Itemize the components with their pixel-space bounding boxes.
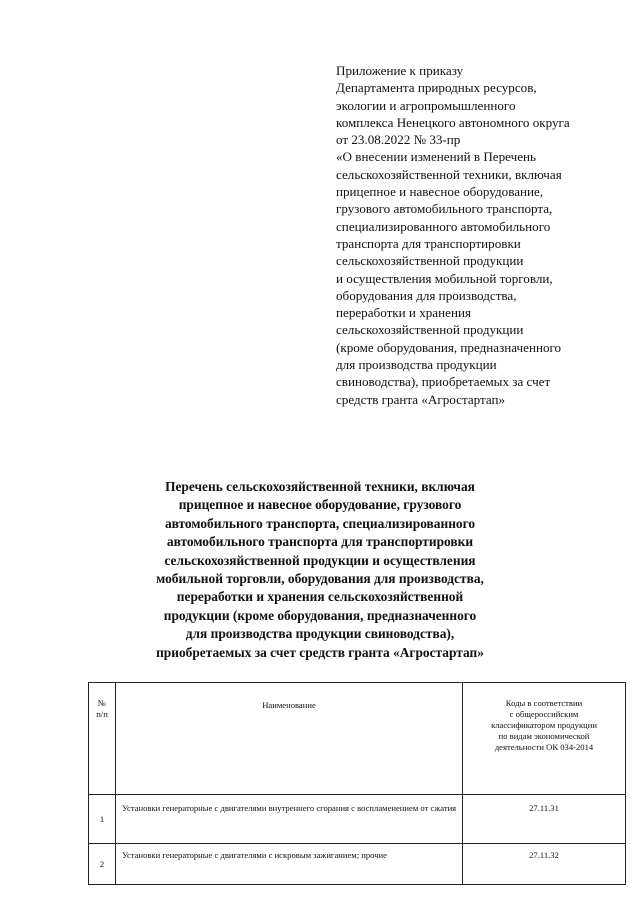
appendix-line: переработки и хранения	[336, 305, 471, 321]
row-name: Установки генераторные с двигателями внутреннего сгорания с воспламенением от сжатия	[116, 795, 463, 844]
appendix-line: грузового автомобильного транспорта,	[336, 201, 553, 217]
appendix-header	[336, 62, 626, 408]
title-line: автомобильного транспорта для транспортировки	[166, 534, 474, 550]
row-name-cell	[116, 844, 463, 885]
document-title	[120, 478, 520, 662]
appendix-line: сельскохозяйственной продукции	[336, 322, 524, 338]
appendix-line: экологии и агропромышленного	[336, 97, 516, 113]
title-line: Перечень сельскохозяйственной техники, включая	[165, 479, 475, 494]
appendix-line: и осуществления мобильной торговли,	[336, 270, 553, 286]
appendix-line: «О внесении изменений в Перечень	[336, 149, 537, 165]
appendix-line: средств гранта «Агростартап»	[336, 391, 506, 407]
equipment-table	[88, 682, 626, 885]
row-code: 27.11.31	[463, 795, 626, 844]
title-line: автомобильного транспорта, специализированного	[164, 515, 476, 531]
appendix-line: прицепное и навесное оборудование,	[336, 184, 544, 200]
title-line: прицепное и навесное оборудование, грузового	[178, 497, 462, 513]
row-num: 1	[89, 795, 116, 844]
appendix-line: комплекса Ненецкого автономного округа	[336, 114, 570, 130]
title-line: мобильной торговли, оборудования для производства,	[156, 571, 484, 587]
title-line: переработки и хранения сельскохозяйственной	[176, 589, 464, 605]
header-code-line: деятельности ОК 034-2014	[494, 742, 594, 752]
table-header-row	[89, 683, 626, 795]
header-code-cell	[463, 683, 626, 795]
appendix-line: (кроме оборудования, предназначенного	[336, 339, 562, 355]
title-line: приобретаемых за счет средств гранта «Агростартап»	[156, 644, 484, 660]
title-line: для производства продукции свиноводства),	[185, 626, 455, 642]
appendix-line: сельскохозяйственной техники, включая	[336, 166, 562, 182]
title-line: сельскохозяйственной продукции и осуществления	[164, 552, 476, 568]
appendix-line: для производства продукции	[336, 357, 497, 373]
appendix-line: от 23.08.2022 № 33-пр	[336, 132, 461, 148]
header-code-line: классификатором продукции	[491, 720, 597, 730]
table-row	[89, 795, 626, 844]
appendix-line: свиноводства), приобретаемых за счет	[336, 374, 551, 390]
appendix-line: оборудования для производства,	[336, 287, 517, 303]
header-code-line: с общероссийским	[509, 709, 579, 719]
appendix-line: Приложение к приказу	[336, 63, 464, 78]
header-name-cell: Наименование	[116, 683, 463, 795]
table-row	[89, 844, 626, 885]
appendix-line: специализированного автомобильного	[336, 218, 551, 234]
row-name: Установки генераторные с двигателями с искровым зажиганием; прочие	[122, 850, 387, 860]
row-code: 27.11.32	[463, 844, 626, 885]
header-num-abbr: п/п	[96, 709, 108, 719]
header-code-line: Коды в соответствии	[505, 698, 583, 708]
row-num: 2	[89, 844, 116, 885]
header-code-line: по видам экономической	[498, 731, 590, 741]
appendix-line: транспорта для транспортировки	[336, 235, 521, 251]
appendix-line: сельскохозяйственной продукции	[336, 253, 524, 269]
header-num-cell	[89, 683, 116, 795]
header-num-symbol: №	[97, 698, 107, 708]
appendix-line: Департамента природных ресурсов,	[336, 80, 537, 96]
title-line: продукции (кроме оборудования, предназначенного	[163, 607, 477, 623]
